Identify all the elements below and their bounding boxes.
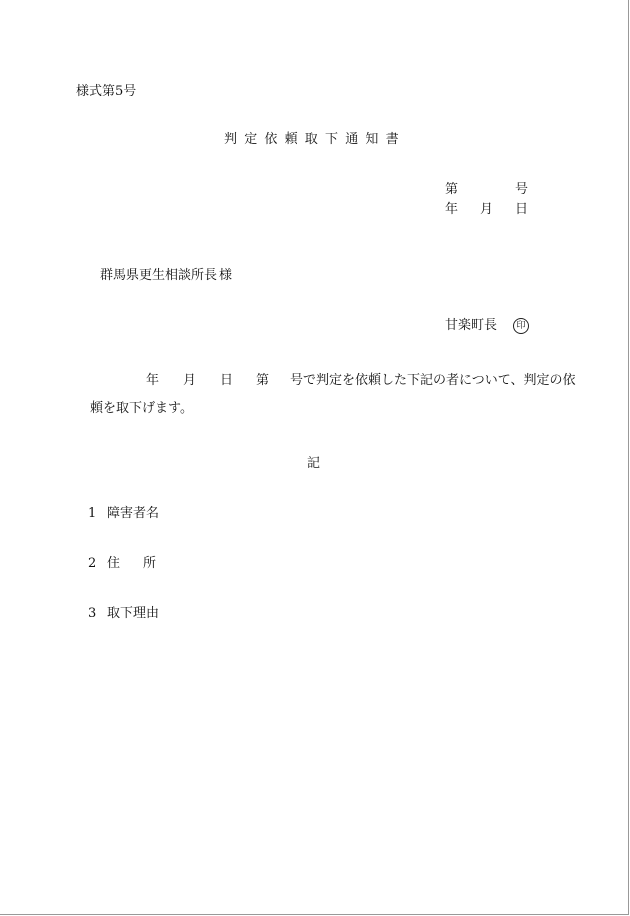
item-label-disabled-person-name: 障害者名 (107, 506, 160, 521)
body-number-prefix: 第 (256, 373, 270, 388)
sender-name: 甘楽町長 (445, 318, 498, 333)
body-text-line2: 頼を取下げます。 (90, 401, 193, 416)
item-number: 1 (88, 506, 97, 521)
item-label-address-part2: 所 (143, 556, 157, 571)
item-label-address-part1: 住 (107, 556, 121, 571)
date-year: 年 (445, 202, 459, 217)
recipient-honorific: 様 (219, 268, 233, 283)
date-day: 日 (515, 202, 529, 217)
body-year: 年 (146, 373, 160, 388)
ki-heading: 記 (307, 456, 321, 471)
doc-number-prefix: 第 (445, 182, 459, 197)
body-month: 月 (183, 373, 197, 388)
form-number: 様式第5号 (76, 84, 137, 99)
item-number: 3 (88, 606, 97, 621)
recipient-name: 群馬県更生相談所長 (100, 268, 218, 283)
date-month: 月 (480, 202, 494, 217)
item-label-withdrawal-reason: 取下理由 (107, 606, 160, 621)
item-number: 2 (88, 556, 97, 571)
document-title: 判定依頼取下通知書 (224, 132, 406, 147)
doc-number-suffix: 号 (515, 182, 529, 197)
seal-icon: 印 (513, 318, 529, 334)
body-day: 日 (220, 373, 234, 388)
body-text-line1: 号で判定を依頼した下記の者について、判定の依 (290, 373, 576, 388)
